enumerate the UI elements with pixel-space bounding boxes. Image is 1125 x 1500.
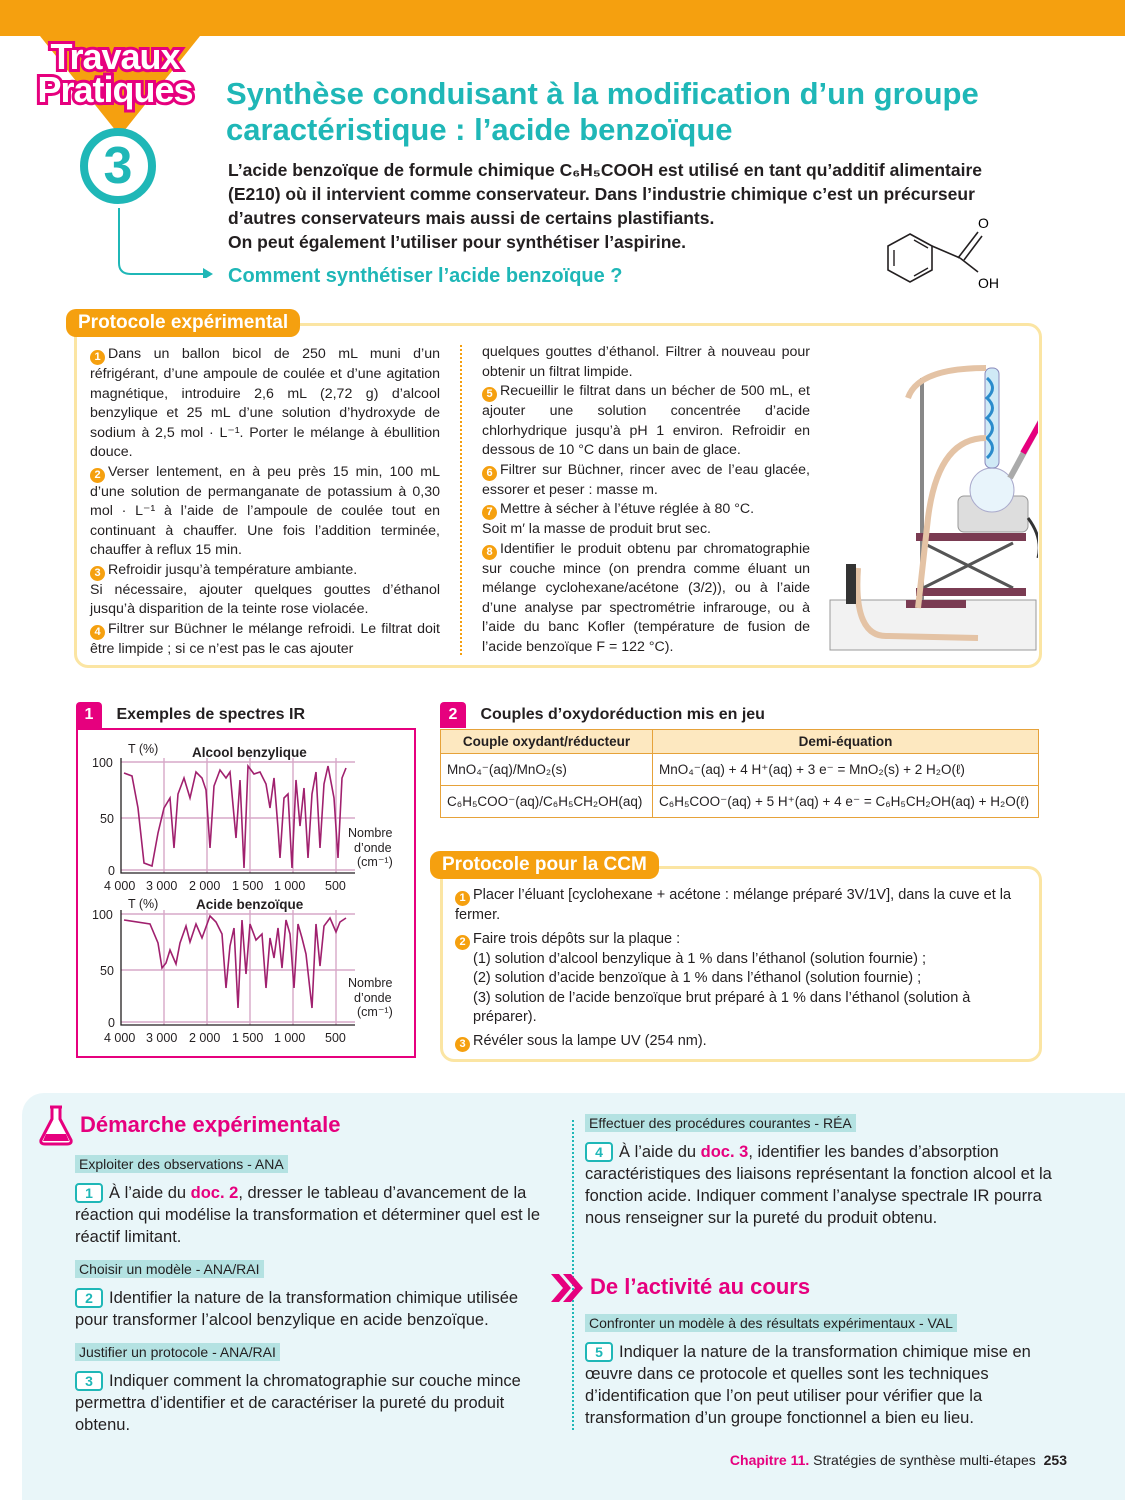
spectrum2-curve [124,916,346,1008]
benzoic-acid-structure [880,212,1010,294]
spectrum1-curve [124,766,346,868]
svg-text:100: 100 [92,756,113,770]
spectrum1-title: Alcool benzylique [192,745,307,760]
step-5: 5 Recueillir le filtrat dans un bécher de 500 mL, et ajouter une solution concentrée d’acide chlorhydrique jusqu’à pH 1 environ. Refroidir en dessous de 10 °C dans un bain de glace. [482,383,810,458]
svg-text:Nombre: Nombre [348,976,393,990]
step-8: 8 Identifier le produit obtenu par chromatographie sur couche mince (on prendra comme éluant un mélange cyclohexane/acétone (3/2)), ou à l’aide d’une analyse par spectrométrie infrarouge, ou à l’aide du banc Kofler (température de fusion de l’acide benzoïque F = 122 °C). [482,540,810,655]
flask-icon [38,1104,74,1146]
svg-text:T (%): T (%) [128,897,159,911]
demarche-title: Démarche expérimentale [80,1112,341,1137]
ccm-steps: 1 Placer l’éluant [cyclohexane + acétone : mélange préparé 3V/1V], dans la cuve et la fermer. 2 Faire trois dépôts sur la plaque : (1) solution d’alcool benzylique à 1 % dans l’éthanol (solution fournie) ; (2) solution d’acide benzoïque à 1 % dans l’éthanol (solution fournie) ; (3) solution de l’acide benzoïque brut préparé à 1 % dans l’éthanol (solution à préparer). 3 Révéler sous la lampe UV (254 nm). [455,887,1012,1050]
spectrum2-title: Acide benzoïque [196,897,304,912]
svg-text:Nombre: Nombre [348,826,393,840]
svg-text:0: 0 [108,864,115,878]
demarche-right: Effectuer des procédures courantes - RÉA 4 À l’aide du doc. 3, identifier les bandes d’absorption caractéristiques des liaisons représentant la fonction alcool et la fonction acide. Indiquer comment l’analyse spectrale IR pourra nous renseigner sur la pureté du produit obtenu. [585,1115,1052,1227]
top-bar [0,0,1125,36]
cours-block: Confronter un modèle à des résultats expérimentaux - VAL 5 Indiquer la nature de la transformation chimique mise en œuvre dans ce protocole et quelles sont les techniques d’identification que l’on peut utiliser pour vérifier que la transformation d’un groupe fonctionnel a bien eu lieu. [585,1315,1031,1427]
reflux-apparatus-illustration [828,338,1038,653]
svg-text:4 000: 4 000 [104,1031,136,1045]
svg-text:d’onde: d’onde [354,991,392,1005]
protocol-col1 [90,345,440,659]
svg-text:100: 100 [92,908,113,922]
main-question: Comment synthétiser l’acide benzoïque ? [228,265,623,287]
step-3: 3 Refroidir jusqu’à température ambiante. Si nécessaire, ajouter quelques gouttes d’éthanol jusqu’à disparition de la teinte rose violacée. [90,561,440,617]
step-1: 1 Dans un ballon bicol de 250 mL muni d’un réfrigérant, d’une ampoule de coulée et d’une agitation magnétique, introduire 2,6 mL (2,72 g) d’alcool benzylique et 25 mL d’une solution d’hydroxyde de sodium à 2,5 mol · L⁻¹. Porter le mélange à ébullition douce. [90,346,440,460]
svg-text:50: 50 [100,812,114,826]
doc1-header: 1 Exemples de spectres IR [76,702,305,728]
svg-text:0: 0 [108,1016,115,1030]
question-arrow [117,208,217,278]
table-row: MnO₄⁻(aq)/MnO₂(s) MnO₄⁻(aq) + 4 H⁺(aq) + 3 e⁻ = MnO₂(s) + 2 H₂O(ℓ) [441,754,1039,786]
o-label: O [978,215,989,231]
svg-text:3 000: 3 000 [146,879,178,893]
svg-text:(cm⁻¹): (cm⁻¹) [357,1005,393,1019]
page-number: 253 [1043,1452,1067,1468]
svg-text:1 000: 1 000 [274,879,306,893]
svg-text:1 500: 1 500 [232,879,264,893]
svg-text:50: 50 [100,964,114,978]
page-title: Synthèse conduisant à la modification d’un groupe caractéristique : l’acide benzoïque [226,76,979,147]
svg-text:(cm⁻¹): (cm⁻¹) [357,855,393,869]
tp-number: 3 [80,128,156,204]
column-divider [460,345,462,655]
svg-text:2 000: 2 000 [189,1031,221,1045]
demarche-left: Exploiter des observations - ANA 1 À l’aide du doc. 2, dresser le tableau d’avancement de la réaction qui modélise la transformation et déterminer quel est le réactif limitant. Choisir un modèle - ANA/RAI 2 Identifier la nature de la transformation chimique utilisée pour transformer l’alcool benzylique en acide benzoïque. Justifier un protocole - ANA/RAI 3 Indiquer comment la chromatographie sur couche mince permettra d’identifier et de caractériser la pureté du produit obtenu. [75,1156,540,1434]
svg-text:2 000: 2 000 [189,879,221,893]
page-footer: Chapitre 11. Stratégies de synthèse multi-étapes 253 [729,1452,1067,1468]
redox-table: Couple oxydant/réducteur Demi-équation MnO₄⁻(aq)/MnO₂(s) MnO₄⁻(aq) + 4 H⁺(aq) + 3 e⁻ = MnO₂(s) + 2 H₂O(ℓ) C₆H₅COO⁻(aq)/C₆H₅CH₂OH(aq) C₆H₅COO⁻(aq) + 5 H⁺(aq) + 4 e⁻ = C₆H₅CH₂OH(aq) + H₂O(ℓ) [440,729,1039,818]
svg-text:500: 500 [325,879,346,893]
ccm-label: Protocole pour la CCM [430,851,659,879]
protocol-label: Protocole expérimental [66,309,300,337]
table-row: C₆H₅COO⁻(aq)/C₆H₅CH₂OH(aq) C₆H₅COO⁻(aq) + 5 H⁺(aq) + 4 e⁻ = C₆H₅CH₂OH(aq) + H₂O(ℓ) [441,786,1039,818]
step-4: 4 Filtrer sur Büchner le mélange refroidi. Le filtrat doit être limpide ; si ce n’est pas le cas ajouter [90,620,440,657]
svg-text:3 000: 3 000 [146,1031,178,1045]
step-7: 7 Mettre à sécher à l’étuve réglée à 80 °C. Soit m′ la masse de produit brut sec. [482,501,755,537]
protocol-col2: quelques gouttes d’éthanol. Filtrer à nouveau pour obtenir un filtrat limpide. 5 Recueillir le filtrat dans un bécher de 500 mL, et ajouter une solution concentrée d’acide chlorhydrique jusqu’à pH 1 environ. Refroidir en dessous de 10 °C dans un bain de glace. 6 Filtrer sur Büchner, rincer avec de l’eau glacée, essorer et peser : masse m. 7 Mettre à sécher à l’étuve réglée à 80 °C. Soit m′ la masse de produit brut sec. 8 Identifier le produit obtenu par chromatographie sur couche mince (on prendra comme éluant un mélange cyclohexane/acétone (3/2)), ou à l’aide d’une analyse par spectrométrie infrarouge, ou à l’aide du banc Kofler (température de fusion de l’acide benzoïque F = 122 °C). [482,343,810,657]
step-6: 6 Filtrer sur Büchner, rincer avec de l’eau glacée, essorer et peser : masse m. [482,461,810,498]
ir-spectra-chart [80,738,412,1050]
svg-text:500: 500 [325,1031,346,1045]
svg-text:1 000: 1 000 [274,1031,306,1045]
intro-text: L’acide benzoïque de formule chimique C₆H₅COOH est utilisé en tant qu’additif alimentaire (E210) où il intervient comme conservateur. Dans l’industrie chimique c’est un précurseur d’autres conservateurs mais aussi de certains plastifiants. On peut également l’utiliser pour synthétiser l’aspirine. [228,160,983,252]
oh-label: OH [978,275,999,291]
cours-title: De l’activité au cours [590,1274,811,1299]
step-2: 2 Verser lentement, en à peu près 15 min, 100 mL d’une solution de permanganate de potassium à 0,30 mol · L⁻¹ à l’aide de l’ampoule de coulée tout en continuant à chauffer. Une fois l’addition terminée, chauffer à reflux 15 min. [90,463,440,558]
svg-text:1 500: 1 500 [232,1031,264,1045]
svg-text:d’onde: d’onde [354,841,392,855]
svg-text:4 000: 4 000 [104,879,136,893]
tp-badge: Travaux Pratiques [37,36,193,110]
svg-text:T (%): T (%) [128,742,159,756]
double-chevron-icon [548,1270,584,1306]
doc2-header: 2 Couples d’oxydoréduction mis en jeu [440,702,765,728]
